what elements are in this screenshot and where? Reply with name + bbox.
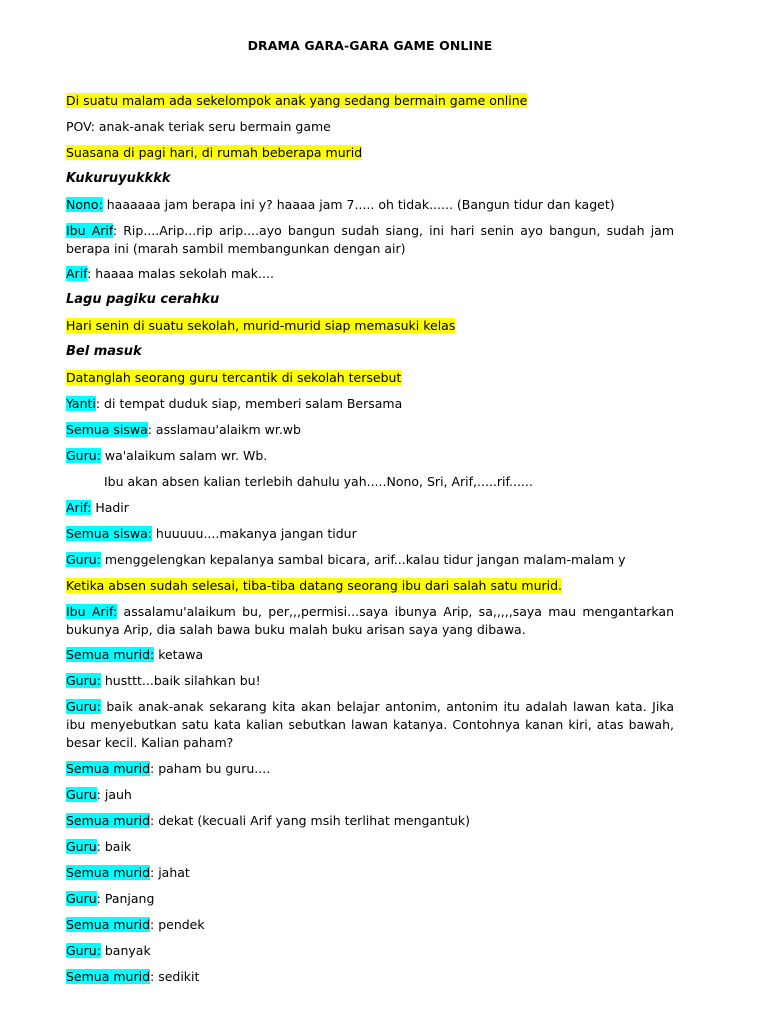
dialogue-line (66, 196, 674, 214)
speaker-name: Ibu Arif: (66, 604, 118, 619)
document-title: DRAMA GARA-GARA GAME ONLINE (247, 38, 493, 53)
sound-heading: Bel masuk (66, 344, 142, 359)
dialogue-line (66, 760, 674, 778)
dialogue-line (66, 672, 674, 690)
dialogue-text: : pendek (150, 917, 205, 932)
dialogue-line (66, 447, 674, 465)
dialogue-line (66, 838, 674, 856)
dialogue-text: menggelengkan kepalanya sambal bicara, arif...kalau tidur jangan malam-malam y (100, 552, 626, 567)
dialogue-text: haaaaaa jam berapa ini y? haaaa jam 7..... oh tidak...... (Bangun tidur dan kaget) (102, 197, 615, 212)
dialogue-line (66, 916, 674, 934)
speaker-name: Ibu Arif (66, 223, 113, 238)
narration-highlight: Hari senin di suatu sekolah, murid-murid siap memasuki kelas (66, 318, 456, 333)
dialogue-text: banyak (100, 943, 151, 958)
dialogue-text: : jauh (96, 787, 132, 802)
dialogue-line (66, 603, 674, 639)
sound-heading: Lagu pagiku cerahku (66, 292, 220, 307)
narration-highlight: Datanglah seorang guru tercantik di sekolah tersebut (66, 370, 402, 385)
dialogue-line (66, 786, 674, 804)
speaker-name: Guru: (66, 943, 101, 958)
sound-heading: Kukuruyukkkk (66, 171, 171, 186)
dialogue-line (66, 646, 674, 664)
speaker-name: Yanti (66, 396, 96, 411)
dialogue-text: : haaaa malas sekolah mak.... (87, 266, 274, 281)
dialogue-text: : baik (96, 839, 132, 854)
dialogue-text: : dekat (kecuali Arif yang msih terlihat mengantuk) (150, 813, 470, 828)
dialogue-line (66, 395, 674, 413)
dialogue-line (66, 222, 674, 258)
speaker-name: Nono: (66, 197, 103, 212)
dialogue-line (66, 525, 674, 543)
dialogue-text: wa'alaikum salam wr. Wb. (100, 448, 268, 463)
dialogue-line (66, 265, 674, 283)
speaker-name: Arif (66, 266, 88, 281)
dialogue-text: assalamu'alaikum bu, per,,,permisi...saya ibunya Arip, sa,,,,,saya mau mengantarkan bukunya Arip, dia salah bawa buku malah buku arisan saya yang dibawa. (66, 604, 674, 637)
dialogue-line (66, 812, 674, 830)
speaker-name: Arif: (66, 500, 92, 515)
dialogue-text: : asslamau'alaikm wr.wb (147, 422, 301, 437)
dialogue-line (66, 942, 674, 960)
narration-highlight: Ketika absen sudah selesai, tiba-tiba datang seorang ibu dari salah satu murid. (66, 578, 563, 593)
dialogue-text: : paham bu guru.... (150, 761, 271, 776)
dialogue-text: Hadir (91, 500, 129, 515)
dialogue-line (66, 890, 674, 908)
dialogue-line (66, 551, 674, 569)
narration-line (66, 144, 674, 162)
speaker-name: Guru: (66, 673, 101, 688)
speaker-name: Guru: (66, 448, 101, 463)
dialogue-text: : Rip....Arip...rip arip....ayo bangun sudah siang, ini hari senin ayo bangun, sudah jam berapa ini (marah sambil membangunkan dengan air) (66, 223, 674, 256)
speaker-name: Semua siswa: (66, 526, 152, 541)
dialogue-text: baik anak-anak sekarang kita akan belajar antonim, antonim itu adalah lawan kata. Jika ibu menyebutkan satu kata kalian sebutkan lawan katanya. Contohnya kanan kiri, atas bawah, besar kecil. Kalian paham? (66, 699, 674, 750)
speaker-name: Guru (66, 787, 97, 802)
speaker-name: Semua murid: (66, 647, 155, 662)
speaker-name: Semua murid (66, 969, 151, 984)
dialogue-line (66, 421, 674, 439)
narration-line (66, 92, 674, 110)
narration-highlight: Di suatu malam ada sekelompok anak yang sedang bermain game online (66, 93, 528, 108)
dialogue-line (66, 968, 674, 986)
speaker-name: Semua siswa (66, 422, 148, 437)
narration-line (66, 577, 674, 595)
dialogue-text: : di tempat duduk siap, memberi salam Bersama (95, 396, 403, 411)
speaker-name: Guru (66, 891, 97, 906)
narration-line (66, 369, 674, 387)
speaker-name: Semua murid (66, 917, 151, 932)
dialogue-text: ketawa (154, 647, 204, 662)
speaker-name: Guru (66, 839, 97, 854)
speaker-name: Semua murid (66, 813, 151, 828)
dialogue-line (66, 499, 674, 517)
speaker-name: Semua murid (66, 865, 151, 880)
indented-dialogue: Ibu akan absen kalian terlebih dahulu yah.....Nono, Sri, Arif,.....rif...... (104, 474, 533, 489)
dialogue-line (66, 864, 674, 882)
dialogue-text: huuuuu....makanya jangan tidur (151, 526, 357, 541)
narration-line (66, 317, 674, 335)
speaker-name: Guru: (66, 552, 101, 567)
pov-line: POV: anak-anak teriak seru bermain game (66, 119, 331, 134)
dialogue-text: husttt...baik silahkan bu! (100, 673, 261, 688)
speaker-name: Semua murid (66, 761, 151, 776)
dialogue-text: : Panjang (96, 891, 155, 906)
dialogue-line (66, 698, 674, 752)
dialogue-text: : sedikit (150, 969, 200, 984)
speaker-name: Guru: (66, 699, 101, 714)
narration-highlight: Suasana di pagi hari, di rumah beberapa murid (66, 145, 363, 160)
dialogue-text: : jahat (150, 865, 190, 880)
